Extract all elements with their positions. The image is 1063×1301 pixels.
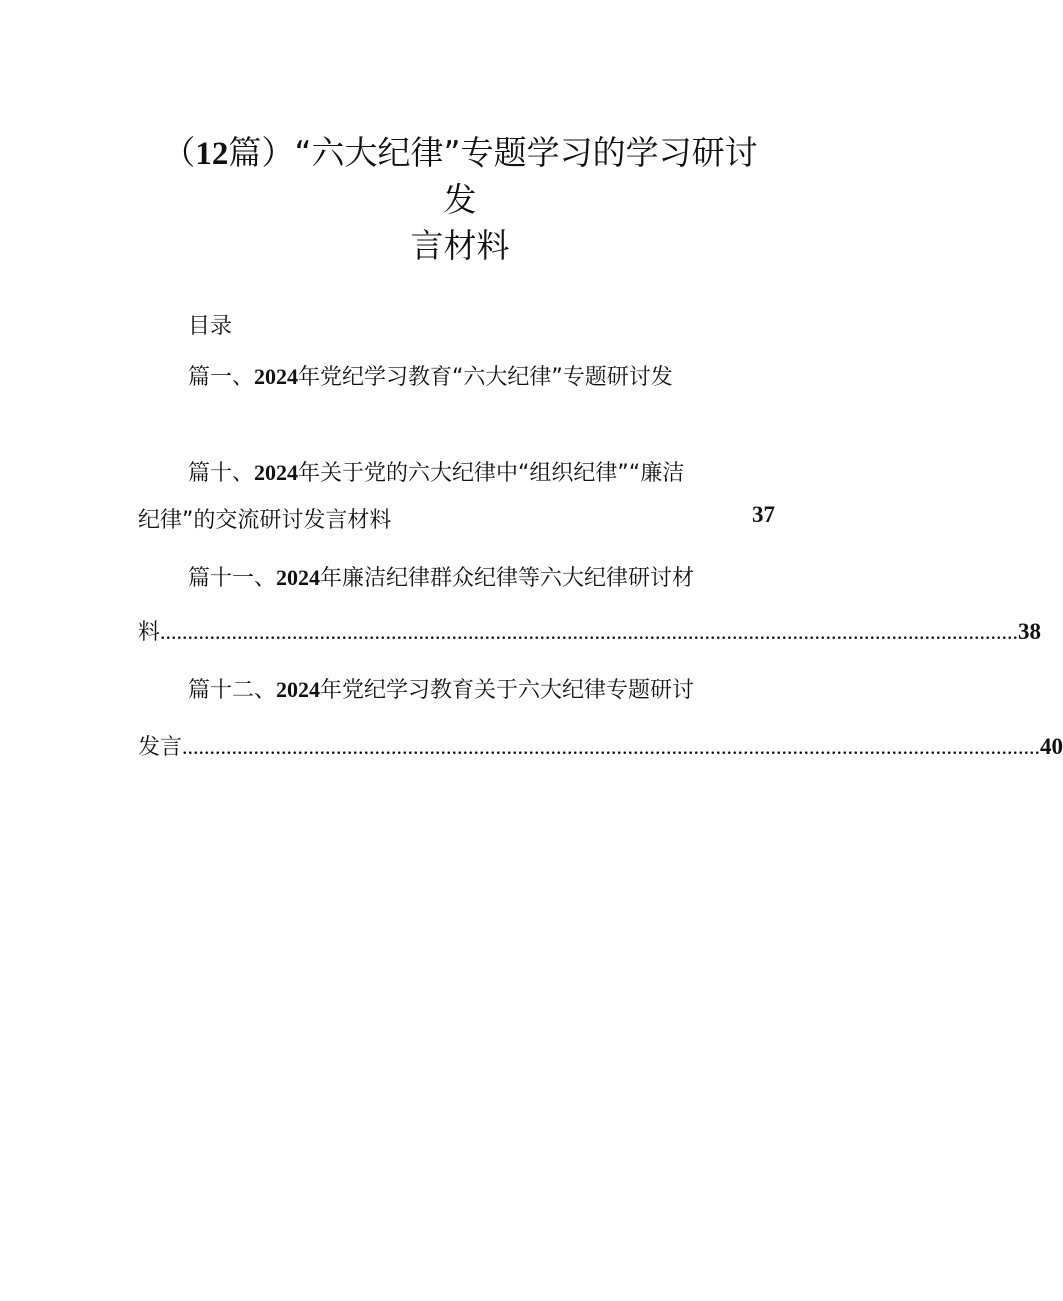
toc-entry-2-page[interactable]: 37	[752, 502, 775, 527]
toc-entry-year: 2024	[276, 565, 321, 590]
dot-leader: ............................................................................................................................................................	[160, 619, 1019, 644]
toc-entry-4[interactable]	[188, 675, 694, 706]
toc-entry-prefix: 篇十二、	[188, 678, 277, 703]
toc-entry-year: 2024	[254, 460, 299, 485]
toc-entry-text: 年党纪学习教育关于六大纪律专题研讨	[320, 678, 695, 703]
toc-entry-1[interactable]	[188, 362, 673, 393]
title-line-1	[0, 130, 920, 177]
toc-entry-text: 年廉洁纪律群众纪律等六大纪律研讨材	[320, 566, 695, 591]
toc-entry-year: 2024	[254, 364, 299, 389]
toc-entry-year: 2024	[276, 677, 321, 702]
toc-entry-page: 38	[1018, 619, 1042, 644]
title-open-paren: （	[162, 133, 196, 172]
toc-entry-prefix: 篇十一、	[188, 566, 277, 591]
toc-entry-continuation: 发言	[138, 735, 183, 760]
toc-entry-4-leader-line[interactable]	[138, 732, 1063, 763]
document-title	[0, 130, 920, 269]
dot-leader: ............................................................................................................................................................	[182, 734, 1041, 759]
toc-entry-text: 年关于党的六大纪律中“组织纪律”“廉洁	[298, 461, 685, 486]
title-count: 12	[195, 136, 229, 172]
toc-entry-3-leader-line[interactable]	[138, 617, 1042, 648]
toc-entry-3[interactable]	[188, 563, 694, 594]
toc-entry-continuation: 料	[138, 620, 161, 645]
toc-entry-2-continuation[interactable]: 纪律”的交流研讨发言材料	[138, 508, 392, 533]
title-line-3: 言材料	[410, 226, 510, 265]
title-text: 篇）“六大纪律”专题学习的学习研讨	[228, 133, 758, 172]
toc-entry-2[interactable]	[188, 458, 684, 489]
toc-entry-page: 40	[1040, 734, 1063, 759]
toc-entry-prefix: 篇一、	[188, 365, 255, 390]
toc-heading: 目录	[188, 314, 233, 339]
toc-entry-text: 年党纪学习教育“六大纪律”专题研讨发	[298, 365, 673, 390]
title-line-2: 发	[443, 180, 477, 219]
toc-entry-prefix: 篇十、	[188, 461, 255, 486]
